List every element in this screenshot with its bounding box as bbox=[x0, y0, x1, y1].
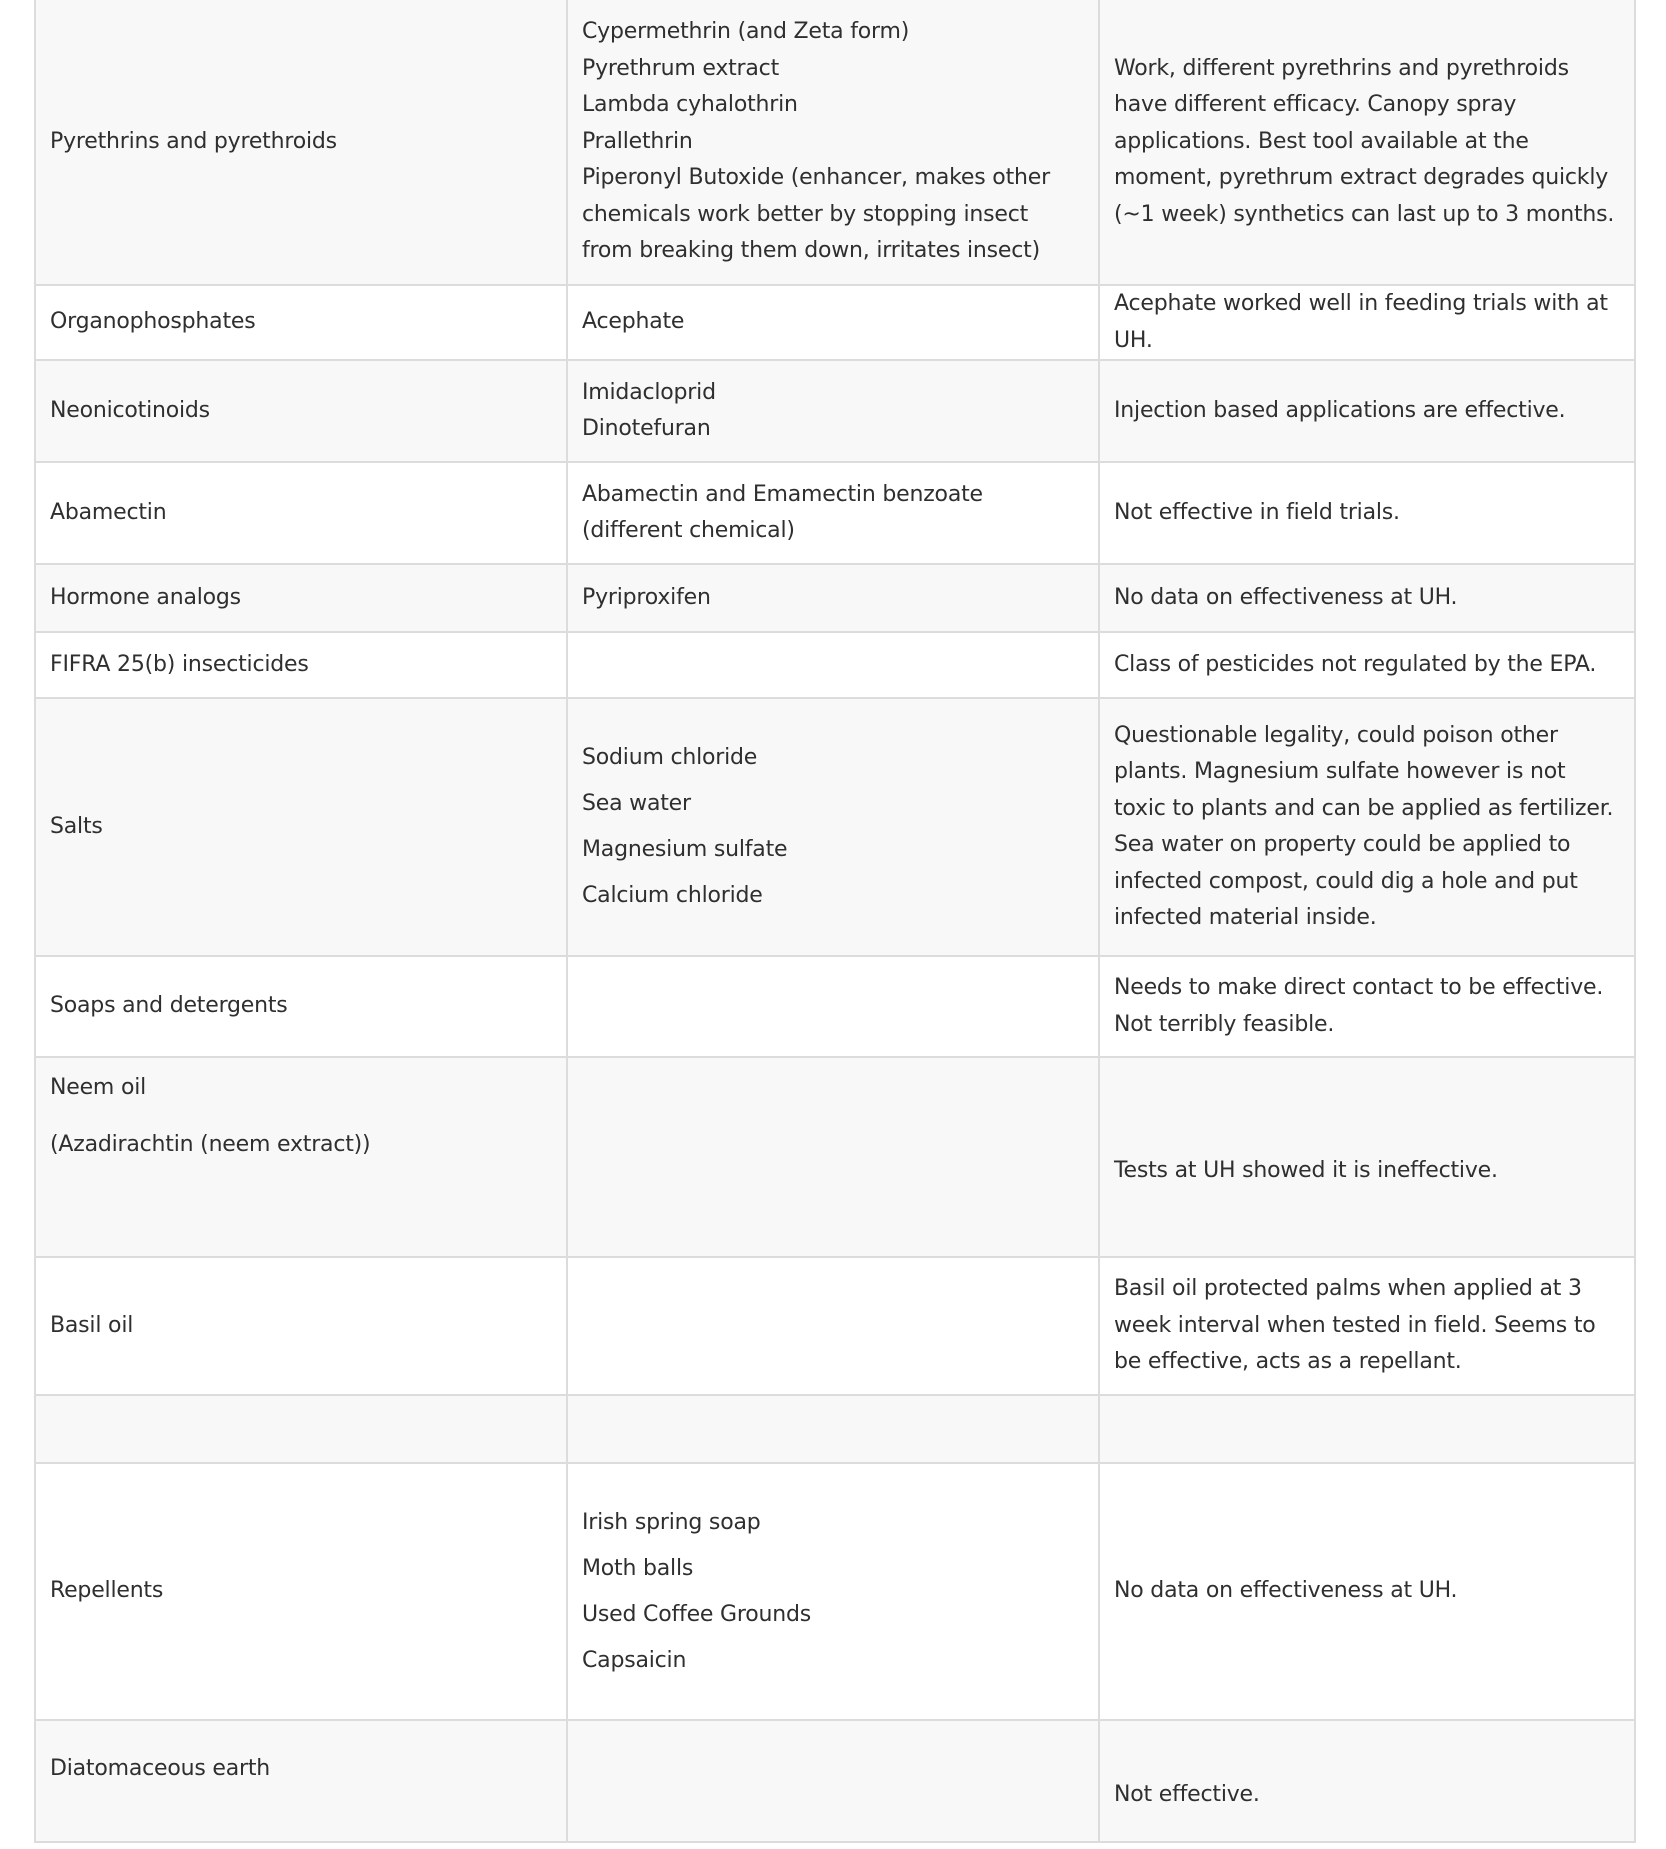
products-cell bbox=[567, 1395, 1099, 1463]
category-cell: Basil oil bbox=[35, 1257, 567, 1395]
notes-cell: Needs to make direct contact to be effective. Not terribly feasible. bbox=[1099, 956, 1635, 1057]
products-cell bbox=[567, 462, 1099, 564]
category-cell: Hormone analogs bbox=[35, 564, 567, 632]
product-item: Lambda cyhalothrin bbox=[582, 92, 798, 118]
products-cell bbox=[567, 285, 1099, 360]
category-cell: Abamectin bbox=[35, 462, 567, 564]
notes-cell: Acephate worked well in feeding trials with at UH. bbox=[1099, 285, 1635, 360]
product-item: Imidacloprid bbox=[582, 379, 716, 405]
category-cell: Salts bbox=[35, 698, 567, 956]
table-row bbox=[35, 462, 1635, 564]
products-cell bbox=[567, 1257, 1099, 1395]
table-row bbox=[35, 285, 1635, 360]
category-cell: Repellents bbox=[35, 1463, 567, 1720]
products-cell bbox=[567, 1463, 1099, 1720]
notes-cell: Work, different pyrethrins and pyrethroids have different efficacy. Canopy spray applications. Best tool available at the moment, pyrethrum extract degrades quickly (~1 week) synthetics can last up to 3 months. bbox=[1099, 0, 1635, 285]
category-cell: Soaps and detergents bbox=[35, 956, 567, 1057]
category-cell: FIFRA 25(b) insecticides bbox=[35, 632, 567, 698]
pesticide-table-container bbox=[34, 0, 1634, 1843]
product-item: Irish spring soap bbox=[582, 1509, 761, 1535]
notes-cell bbox=[1099, 1395, 1635, 1463]
table-row bbox=[35, 1463, 1635, 1720]
notes-cell: No data on effectiveness at UH. bbox=[1099, 1463, 1635, 1720]
products-cell bbox=[567, 1720, 1099, 1842]
table-row bbox=[35, 632, 1635, 698]
product-item: Piperonyl Butoxide (enhancer, makes other chemicals work better by stopping insect from breaking them down, irritates insect) bbox=[582, 165, 1050, 264]
products-cell bbox=[567, 632, 1099, 698]
product-item: Magnesium sulfate bbox=[582, 837, 788, 862]
category-cell: Diatomaceous earth bbox=[35, 1720, 567, 1842]
products-cell bbox=[567, 0, 1099, 285]
category-label: Neem oil bbox=[50, 1075, 147, 1100]
table-row bbox=[35, 0, 1635, 285]
notes-cell: Questionable legality, could poison other plants. Magnesium sulfate however is not toxic to plants and can be applied as fertilizer. Sea water on property could be applied to infected compost, could dig a hole and put infected material inside. bbox=[1099, 698, 1635, 956]
notes-cell: Not effective. bbox=[1099, 1720, 1635, 1842]
table-row bbox=[35, 564, 1635, 632]
category-cell: Organophosphates bbox=[35, 285, 567, 360]
products-cell bbox=[567, 956, 1099, 1057]
products-cell bbox=[567, 564, 1099, 632]
products-cell bbox=[567, 360, 1099, 462]
product-item: Pyriproxifen bbox=[582, 584, 711, 610]
pesticide-table bbox=[34, 0, 1636, 1843]
notes-cell: Basil oil protected palms when applied at 3 week interval when tested in field. Seems to be effective, acts as a repellant. bbox=[1099, 1257, 1635, 1395]
table-row bbox=[35, 1395, 1635, 1463]
notes-cell: Tests at UH showed it is ineffective. bbox=[1099, 1057, 1635, 1257]
table-row bbox=[35, 1057, 1635, 1257]
product-item: Prallethrin bbox=[582, 128, 693, 154]
product-item: Pyrethrum extract bbox=[582, 55, 780, 81]
category-cell: Pyrethrins and pyrethroids bbox=[35, 0, 567, 285]
notes-cell: No data on effectiveness at UH. bbox=[1099, 564, 1635, 632]
product-item: Abamectin and Emamectin benzoate (different chemical) bbox=[582, 481, 983, 543]
product-item: Moth balls bbox=[582, 1555, 694, 1581]
table-row bbox=[35, 698, 1635, 956]
table-row bbox=[35, 1257, 1635, 1395]
product-item: Acephate bbox=[582, 309, 685, 335]
notes-cell: Injection based applications are effective. bbox=[1099, 360, 1635, 462]
product-item: Used Coffee Grounds bbox=[582, 1601, 812, 1627]
product-item: Capsaicin bbox=[582, 1647, 687, 1673]
product-item: Dinotefuran bbox=[582, 416, 711, 441]
product-item: Sea water bbox=[582, 791, 691, 816]
product-item: Sodium chloride bbox=[582, 745, 758, 770]
product-item: Cypermethrin (and Zeta form) bbox=[582, 19, 910, 45]
category-cell bbox=[35, 1057, 567, 1257]
notes-cell: Not effective in field trials. bbox=[1099, 462, 1635, 564]
table-row bbox=[35, 360, 1635, 462]
category-cell: Neonicotinoids bbox=[35, 360, 567, 462]
notes-cell: Class of pesticides not regulated by the EPA. bbox=[1099, 632, 1635, 698]
table-row bbox=[35, 1720, 1635, 1842]
category-sublabel: (Azadirachtin (neem extract)) bbox=[50, 1131, 371, 1157]
category-cell bbox=[35, 1395, 567, 1463]
product-item: Calcium chloride bbox=[582, 883, 763, 908]
products-cell bbox=[567, 698, 1099, 956]
products-cell bbox=[567, 1057, 1099, 1257]
table-row bbox=[35, 956, 1635, 1057]
